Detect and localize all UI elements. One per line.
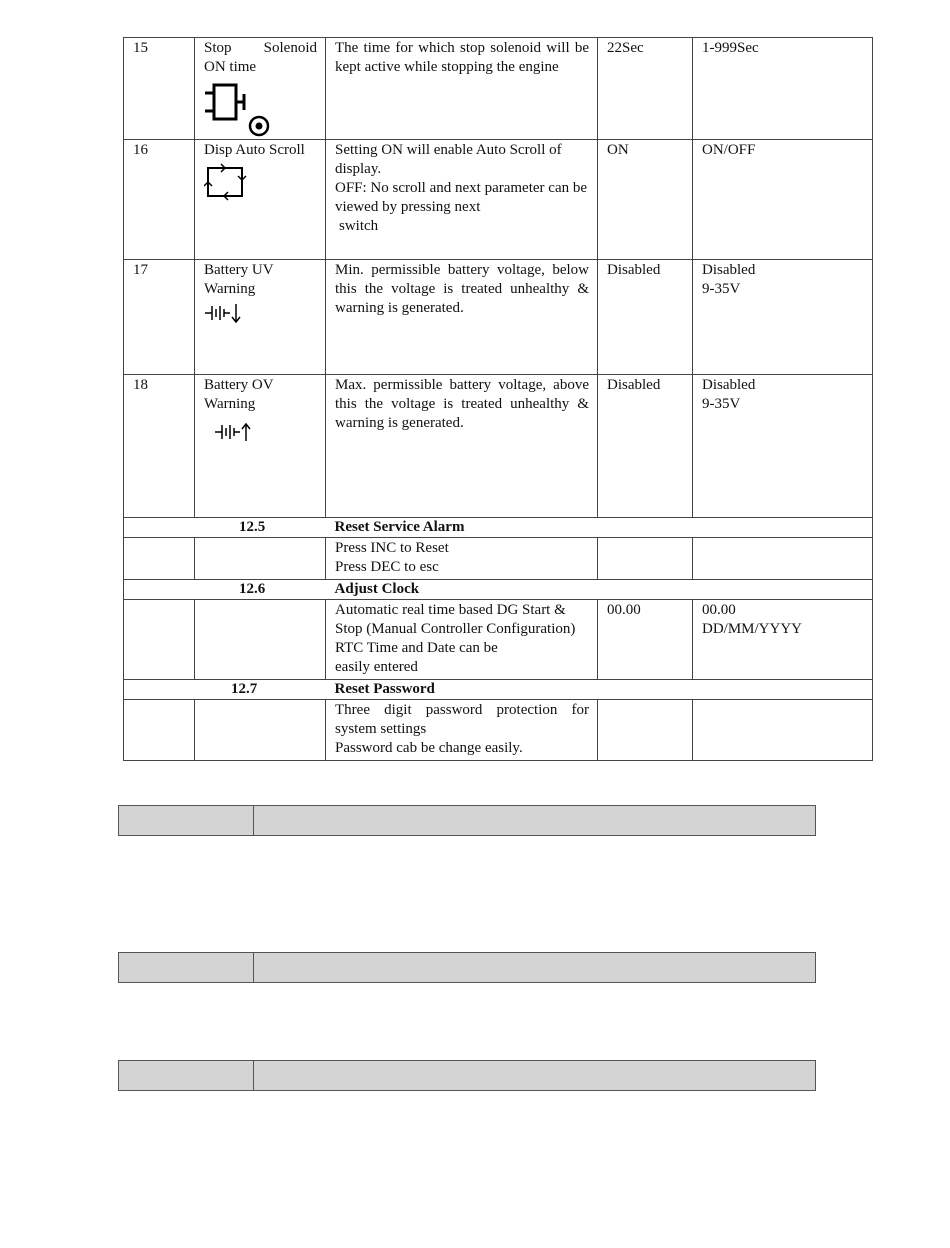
default-value: 00.00 [598, 600, 693, 680]
section-header-row [124, 518, 873, 538]
default-value: ON [598, 140, 693, 260]
settings-table [123, 37, 873, 761]
table-row [124, 375, 873, 518]
section-header-row [124, 580, 873, 600]
description-line: switch [339, 218, 379, 234]
default-value [598, 538, 693, 580]
range-line: 00.00 [702, 602, 736, 618]
range-line: Disabled [702, 377, 756, 393]
table-row [124, 700, 873, 761]
section-number: 12.6 [239, 581, 266, 597]
default-value: Disabled [598, 375, 693, 518]
table-row [124, 538, 873, 580]
description-line: Press INC to Reset [335, 540, 449, 556]
table-row [124, 140, 873, 260]
range-value: 1-999Sec [693, 38, 873, 140]
table-row [124, 600, 873, 680]
parameter-label: Warning [204, 281, 256, 297]
range-value [693, 600, 873, 680]
range-value [693, 538, 873, 580]
row-number: 15 [124, 38, 195, 140]
parameter-label: ON time [204, 59, 257, 75]
range-value: ON/OFF [693, 140, 873, 260]
description-cell [326, 700, 598, 761]
parameter-cell [195, 260, 326, 375]
row-number: 18 [124, 375, 195, 518]
default-value: 22Sec [598, 38, 693, 140]
range-value [693, 375, 873, 518]
description-line: RTC Time and Date can be [335, 640, 498, 656]
range-line: 9-35V [702, 281, 741, 297]
parameter-label: Battery UV [204, 262, 274, 278]
divider [253, 1061, 254, 1090]
description-cell: The time for which stop solenoid will be kept active while stopping the engine [326, 38, 598, 140]
range-line: 9-35V [702, 396, 741, 412]
section-number: 12.5 [239, 519, 266, 535]
section-heading-bar [118, 1060, 816, 1091]
description-line: Password cab be change easily. [335, 740, 523, 756]
parameter-label: Disp Auto Scroll [204, 142, 305, 158]
section-heading-bar [118, 805, 816, 836]
row-number: 16 [124, 140, 195, 260]
description-line: Three digit password protection for system settings [335, 702, 589, 737]
parameter-cell [195, 375, 326, 518]
section-title: Reset Password [334, 681, 435, 697]
table-row [124, 260, 873, 375]
auto-scroll-icon [204, 162, 248, 202]
parameter-label: Battery OV [204, 377, 274, 393]
description-cell: Max. permissible battery voltage, above this the voltage is treated unhealthy & warning is generated. [326, 375, 598, 518]
parameter-cell [195, 140, 326, 260]
default-value: Disabled [598, 260, 693, 375]
range-value [693, 260, 873, 375]
description-line: Automatic real time based DG Start & [335, 602, 566, 618]
description-line: OFF: No scroll and next parameter can be viewed by pressing next [335, 180, 588, 215]
section-number: 12.7 [231, 681, 258, 697]
default-value [598, 700, 693, 761]
range-value [693, 700, 873, 761]
section-title: Adjust Clock [334, 581, 420, 597]
description-line: Stop (Manual Controller Configuration) [335, 621, 576, 637]
description-cell [326, 538, 598, 580]
description-line: easily entered [335, 659, 418, 675]
battery-overvoltage-icon [204, 420, 254, 444]
description-cell [326, 140, 598, 260]
table-row [124, 38, 873, 140]
description-cell [326, 600, 598, 680]
description-cell: Min. permissible battery voltage, below this the voltage is treated unhealthy & warning is generated. [326, 260, 598, 375]
description-line: Press DEC to esc [335, 559, 439, 575]
battery-undervoltage-icon [204, 301, 244, 325]
parameter-label: Solenoid [263, 40, 317, 56]
parameter-cell [195, 38, 326, 140]
parameter-label: Stop [204, 40, 232, 56]
solenoid-icon [204, 81, 274, 137]
range-line: DD/MM/YYYY [702, 621, 803, 637]
divider [253, 806, 254, 835]
row-number: 17 [124, 260, 195, 375]
section-title: Reset Service Alarm [334, 519, 465, 535]
range-line: Disabled [702, 262, 756, 278]
section-heading-bar [118, 952, 816, 983]
divider [253, 953, 254, 982]
section-header-row [124, 680, 873, 700]
parameter-label: Warning [204, 396, 256, 412]
description-line: Setting ON will enable Auto Scroll of display. [335, 142, 562, 177]
